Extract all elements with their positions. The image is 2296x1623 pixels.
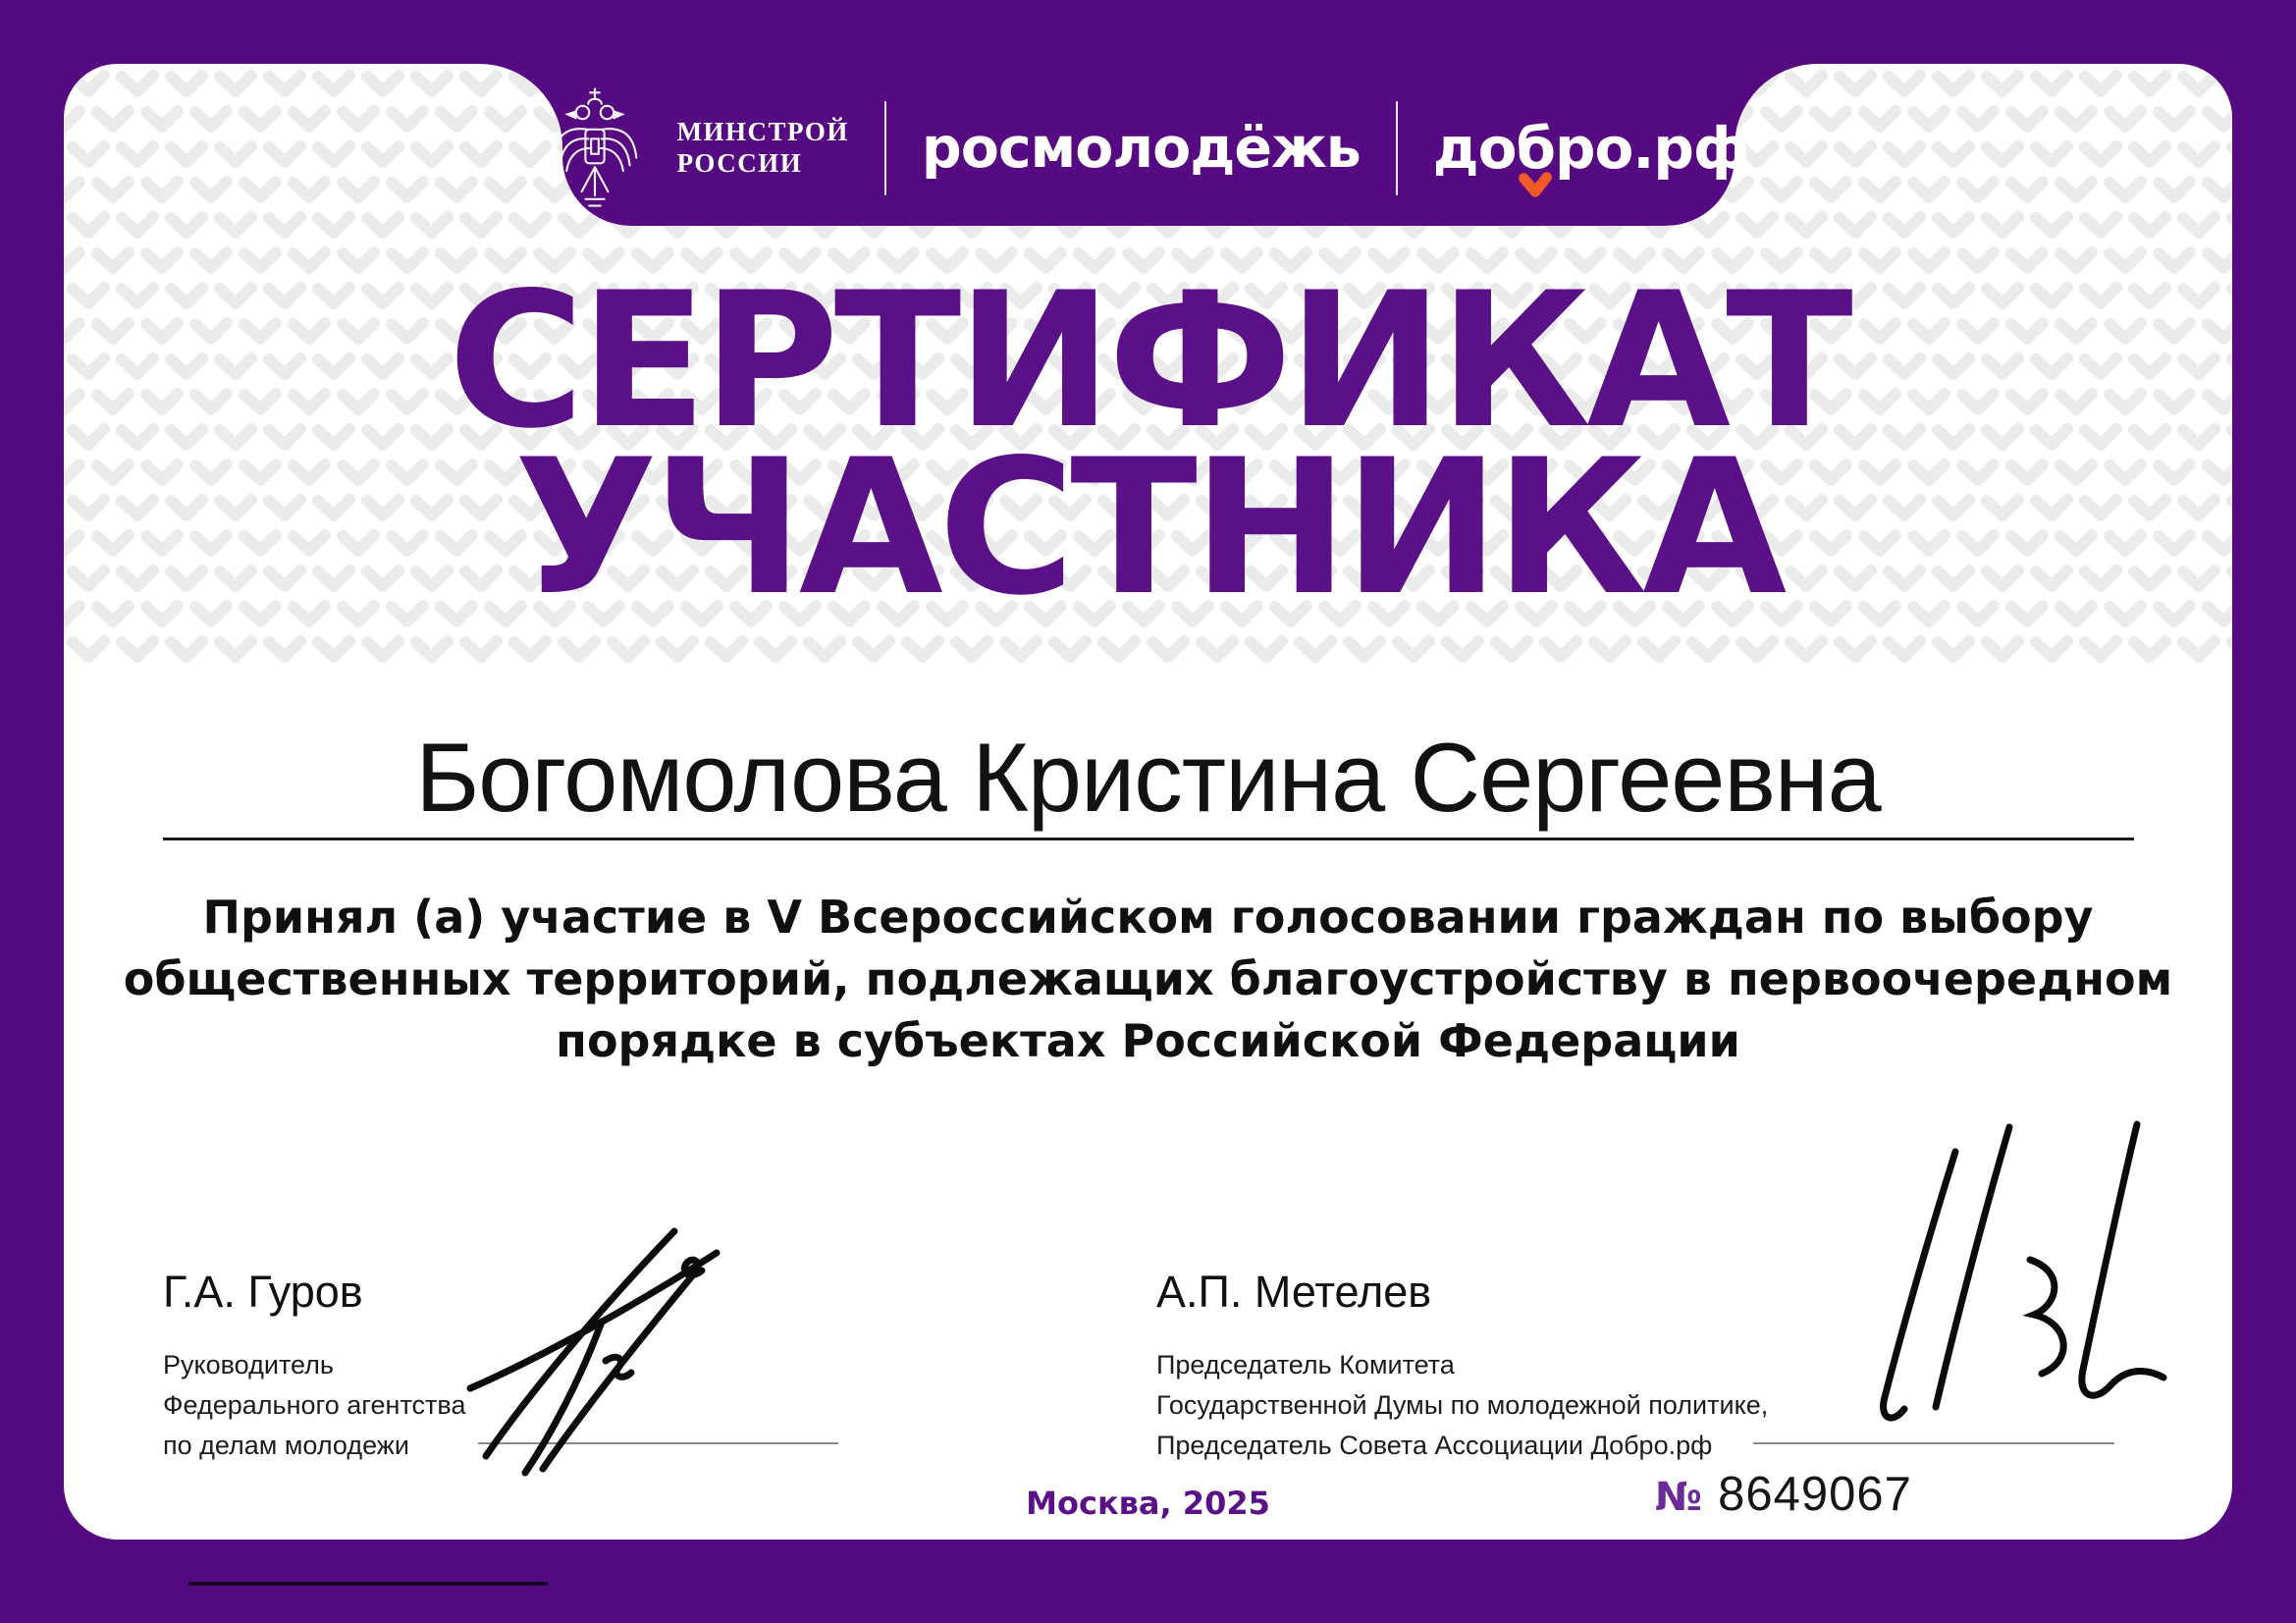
header-divider-1 [884,101,886,195]
signatory-right-title-3: Председатель Совета Ассоциации Добро.рф [1156,1431,1713,1460]
header-divider-2 [1396,101,1398,195]
minstroy-wordmark [677,117,849,180]
signatory-left-name: Г.А. Гуров [163,1267,363,1317]
signatory-left-title-3: по делам молодежи [163,1431,409,1460]
body-line-2: общественных территорий, подлежащих благоустройству в первоочередном [123,952,2173,1005]
signature-scribble-right [1838,1112,2171,1451]
title-line-1: СЕРТИФИКАТ [448,252,1848,469]
signature-scribble-left [456,1206,751,1481]
number-sign: № [1655,1475,1703,1520]
dobro-text: добро.рф [1432,115,1749,182]
minstroy-emblem-icon [548,83,642,213]
title-line-2: УЧАСТНИКА [513,419,1783,636]
minstroy-line2: РОССИИ [676,148,803,178]
place-year: Москва, 2025 [1026,1485,1270,1522]
signatory-right-title-2: Государственной Думы по молодежной политике, [1156,1390,1769,1420]
signatory-right-title-1: Председатель Комитета [1156,1350,1455,1380]
recipient-name: Богомолова Кристина Сергеевна [415,723,1881,832]
signatory-right [1156,1267,1804,1466]
body-line-3: порядке в субъектах Российской Федерации [556,1014,1740,1067]
dobro-wordmark [1433,115,1749,182]
body-paragraph [0,887,2296,1072]
signatory-left-title-2: Федерального агентства [163,1390,466,1420]
body-line-1: Принял (а) участие в V Всероссийском голосовании граждан по выбору [202,891,2094,944]
signatory-left-title-1: Руководитель [163,1350,334,1380]
dobro-heart-icon [1518,172,1553,199]
certificate-title [0,252,2296,636]
signatory-right-name: А.П. Метелев [1156,1267,1432,1317]
header-logos [0,71,2296,226]
recipient-name-rule [163,838,2134,840]
rosmolodezh-wordmark: росмолодёжь [921,116,1361,181]
certificate-number [1655,1467,1912,1522]
number-value: 8649067 [1718,1468,1912,1521]
minstroy-line1: МИНСТРОЙ [676,117,849,147]
